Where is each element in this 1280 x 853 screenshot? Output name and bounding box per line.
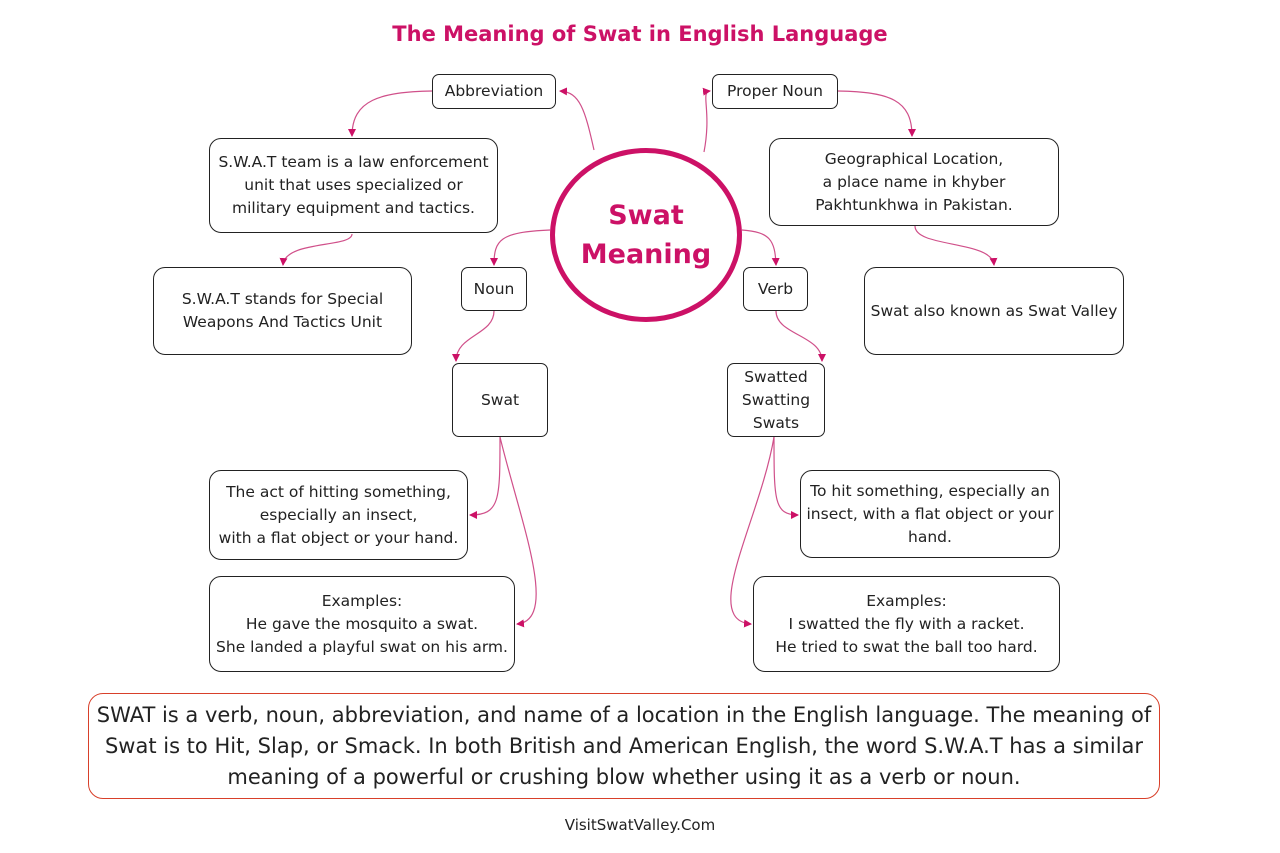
connector-center-noun xyxy=(494,230,550,265)
node-noun-definition: The act of hitting something, especially an insect, with a flat object or your hand. xyxy=(209,470,468,560)
footer-source: VisitSwatValley.Com xyxy=(564,816,716,834)
node-noun-examples: Examples: He gave the mosquito a swat. She landed a playful swat on his arm. xyxy=(209,576,515,672)
node-swat-team: S.W.A.T team is a law enforcement unit that uses specialized or military equipment and tactics. xyxy=(209,138,498,233)
connector-center-propernoun xyxy=(704,91,710,152)
connector-center-verb xyxy=(742,230,776,265)
node-abbreviation: Abbreviation xyxy=(432,74,556,109)
summary-box: SWAT is a verb, noun, abbreviation, and name of a location in the English language. The meaning of Swat is to Hit, Slap, or Smack. In both British and American English, the word S.W.A.T has a similar meaning of a powerful or crushing blow whether using it as a verb or noun. xyxy=(88,693,1160,799)
central-node: Swat Meaning xyxy=(550,148,742,322)
node-verb: Verb xyxy=(743,267,808,311)
connector-verb-forms xyxy=(776,311,822,361)
node-verb-forms: Swatted Swatting Swats xyxy=(727,363,825,437)
connector-abbreviation-team xyxy=(352,91,432,136)
connector-noun-swat xyxy=(456,311,494,361)
node-stands-for: S.W.A.T stands for Special Weapons And Tactics Unit xyxy=(153,267,412,355)
node-verb-examples: Examples: I swatted the fly with a racket. He tried to swat the ball too hard. xyxy=(753,576,1060,672)
node-proper-noun: Proper Noun xyxy=(712,74,838,109)
node-swat-valley: Swat also known as Swat Valley xyxy=(864,267,1124,355)
node-noun: Noun xyxy=(461,267,527,311)
connector-center-abbreviation xyxy=(560,91,594,150)
node-swat: Swat xyxy=(452,363,548,437)
connector-team-stands xyxy=(283,234,352,265)
connector-geo-valley xyxy=(915,226,994,265)
connector-forms-def xyxy=(774,437,798,515)
connector-swat-def xyxy=(470,437,500,515)
diagram-title: The Meaning of Swat in English Language xyxy=(392,22,888,46)
connector-propernoun-geo xyxy=(838,91,912,136)
node-verb-definition: To hit something, especially an insect, with a flat object or your hand. xyxy=(800,470,1060,558)
node-geographical-location: Geographical Location, a place name in khyber Pakhtunkhwa in Pakistan. xyxy=(769,138,1059,226)
